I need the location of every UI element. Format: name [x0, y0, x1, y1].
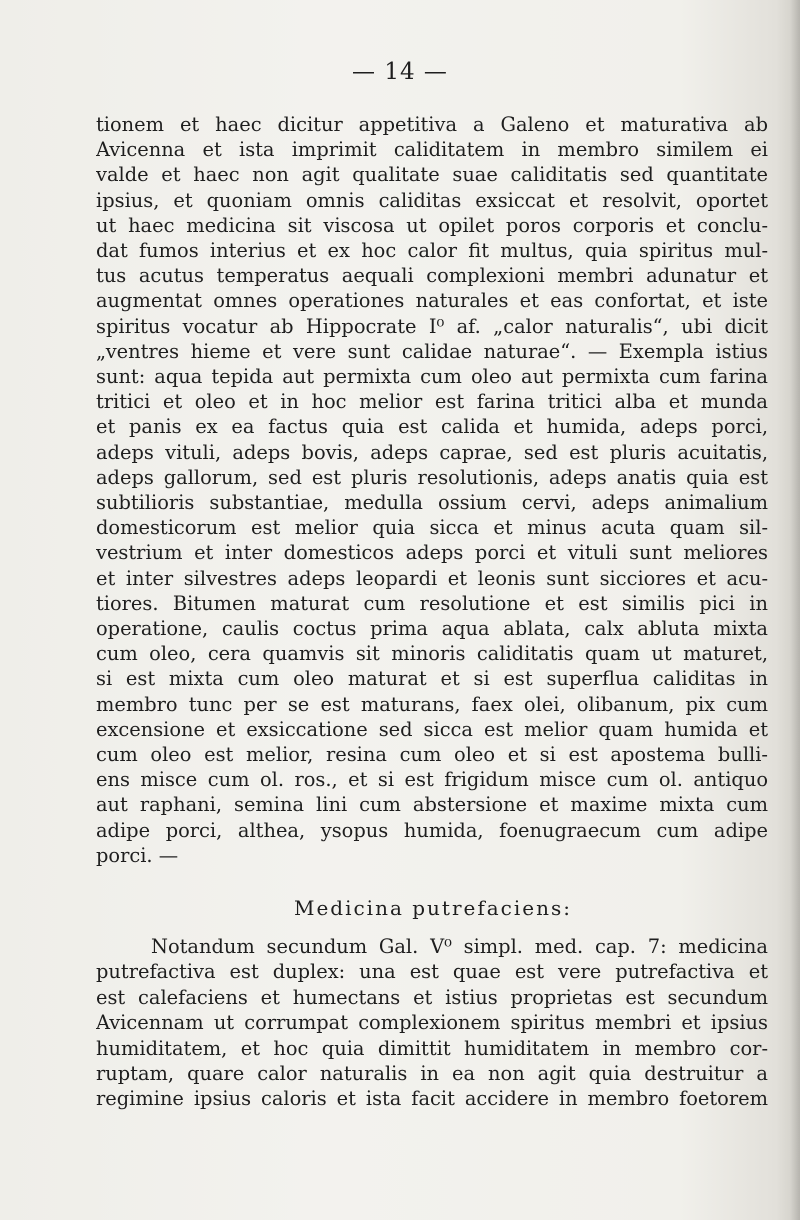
text-line: Avicenna et ista imprimit caliditatem in membro similem ei: [96, 138, 768, 162]
paragraph-2: [96, 934, 768, 1112]
text-line: est calefaciens et humectans et istius proprietas est secundum: [96, 985, 768, 1009]
section-heading: Medicina putrefaciens:: [293, 896, 573, 920]
text-line: operatione, caulis coctus prima aqua ablata, calx abluta mixta: [96, 617, 768, 641]
text-line: porci. —: [96, 843, 179, 867]
page-edge-shadow: [790, 0, 800, 1220]
text-line: si est mixta cum oleo maturat et si est superflua caliditas in: [96, 667, 768, 691]
text-line: Avicennam ut corrumpat complexionem spiritus membri et ipsius: [96, 1011, 768, 1035]
text-line: ruptam, quare calor naturalis in ea non agit quia destruitur a: [96, 1062, 768, 1086]
text-line: vestrium et inter domesticos adeps porci et vituli sunt meliores: [96, 541, 768, 565]
text-line: cum oleo est melior, resina cum oleo et si est apostema bulli-: [96, 743, 768, 767]
text-line: putrefactiva est duplex: una est quae est vere putrefactiva et: [96, 960, 768, 984]
text-line: ut haec medicina sit viscosa ut opilet poros corporis et conclu-: [96, 213, 768, 237]
text-line: humiditatem, et hoc quia dimittit humiditatem in membro cor-: [96, 1036, 768, 1060]
text-line: et panis ex ea factus quia est calida et humida, adeps porci,: [96, 415, 768, 439]
text-line: cum oleo, cera quamvis sit minoris caliditatis quam ut maturet,: [96, 642, 768, 666]
text-line: regimine ipsius caloris et ista facit accidere in membro foetorem: [96, 1087, 768, 1111]
text-line: tus acutus temperatus aequali complexioni membri adunatur et: [96, 264, 768, 288]
text-line: tiores. Bitumen maturat cum resolutione et est similis pici in: [96, 591, 768, 615]
text-line: sunt: aqua tepida aut permixta cum oleo aut permixta cum farina: [96, 365, 768, 389]
text-line: excensione et exsiccatione sed sicca est melior quam humida et: [96, 717, 768, 741]
text-line: domesticorum est melior quia sicca et minus acuta quam sil-: [96, 516, 768, 540]
text-line: tritici et oleo et in hoc melior est farina tritici alba et munda: [96, 390, 768, 414]
text-line: aut raphani, semina lini cum abstersione et maxime mixta cum: [96, 793, 768, 817]
page-number: — 14 —: [352, 59, 448, 85]
text-line: tionem et haec dicitur appetitiva a Galeno et maturativa ab: [96, 113, 768, 136]
text-line: valde et haec non agit qualitate suae caliditatis sed quantitate: [96, 163, 768, 187]
text-line: Notandum secundum Gal. V⁰ simpl. med. cap. 7: medicina: [151, 935, 768, 958]
text-line: dat fumos interius et ex hoc calor fit multus, quia spiritus mul-: [96, 239, 768, 263]
text-line: adipe porci, althea, ysopus humida, foenugraecum cum adipe: [96, 818, 768, 842]
text-line: adeps vituli, adeps bovis, adeps caprae, sed est pluris acuitatis,: [96, 440, 768, 464]
paragraph-1: [96, 112, 768, 868]
text-line: adeps gallorum, sed est pluris resolutionis, adeps anatis quia est: [96, 465, 768, 489]
text-line: et inter silvestres adeps leopardi et leonis sunt sicciores et acu-: [96, 566, 768, 590]
text-line: „ventres hieme et vere sunt calidae naturae“. — Exempla istius: [96, 339, 768, 363]
text-line: ens misce cum ol. ros., et si est frigidum misce cum ol. antiquo: [96, 768, 768, 792]
text-line: ipsius, et quoniam omnis caliditas exsiccat et resolvit, oportet: [96, 188, 768, 212]
text-line: augmentat omnes operationes naturales et eas confortat, et iste: [96, 289, 768, 313]
text-line: spiritus vocatur ab Hippocrate I⁰ af. „calor naturalis“, ubi dicit: [96, 314, 768, 338]
text-line: membro tunc per se est maturans, faex olei, olibanum, pix cum: [96, 692, 768, 716]
text-line: subtilioris substantiae, medulla ossium cervi, adeps animalium: [96, 491, 768, 515]
